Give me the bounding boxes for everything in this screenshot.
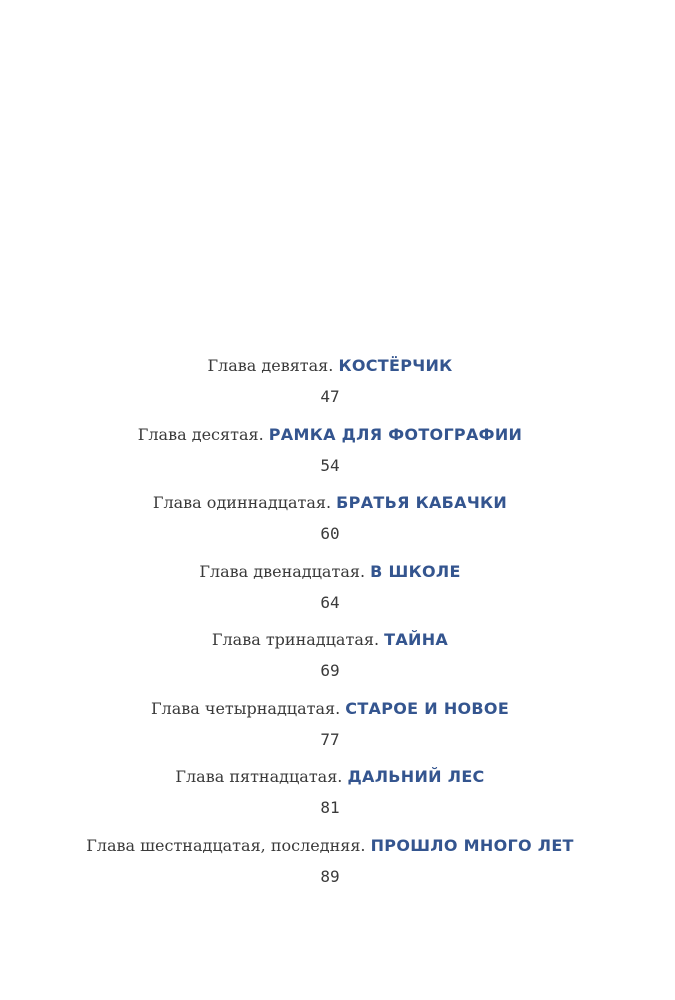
toc-entry-heading — [0, 693, 660, 725]
toc-entry[interactable] — [0, 350, 660, 419]
chapter-prefix: Глава девятая. — [207, 356, 334, 375]
chapter-prefix: Глава шестнадцатая, последняя. — [86, 835, 366, 855]
chapter-prefix: Глава двенадцатая. — [199, 561, 366, 581]
toc-entry-heading — [0, 830, 660, 862]
chapter-title: ПРОШЛО МНОГО ЛЕТ — [370, 835, 574, 855]
toc-entry[interactable] — [0, 624, 660, 693]
page-number: 81 — [320, 798, 340, 817]
toc-entry-heading — [0, 624, 660, 656]
page-number: 64 — [320, 592, 340, 612]
chapter-prefix: Глава одиннадцатая. — [152, 493, 332, 512]
toc-entry[interactable] — [0, 419, 660, 488]
table-of-contents — [0, 350, 660, 898]
page-number: 69 — [320, 661, 340, 680]
toc-entry[interactable] — [0, 487, 660, 556]
toc-entry[interactable] — [0, 761, 660, 830]
toc-entry-heading — [0, 487, 660, 519]
chapter-prefix: Глава тринадцатая. — [211, 630, 380, 649]
page-number: 54 — [320, 455, 340, 475]
toc-entry-heading — [0, 350, 660, 382]
page-number: 47 — [320, 387, 340, 406]
chapter-prefix: Глава десятая. — [137, 424, 264, 444]
toc-entry[interactable] — [0, 693, 660, 762]
page-number: 89 — [320, 866, 340, 886]
toc-entry[interactable] — [0, 830, 660, 899]
toc-entry-heading — [0, 556, 660, 588]
chapter-prefix: Глава пятнадцатая. — [175, 767, 343, 786]
toc-entry-heading — [0, 761, 660, 793]
chapter-title: КОСТЁРЧИК — [338, 356, 453, 375]
chapter-prefix: Глава четырнадцатая. — [150, 698, 341, 718]
chapter-title: СТАРОЕ И НОВОЕ — [345, 698, 510, 718]
chapter-title: ДАЛЬНИЙ ЛЕС — [347, 767, 485, 786]
chapter-title: ТАЙНА — [384, 630, 449, 649]
page-number: 77 — [320, 729, 340, 749]
chapter-title: РАМКА ДЛЯ ФОТОГРАФИИ — [268, 424, 523, 444]
toc-entry-heading — [0, 419, 660, 451]
chapter-title: БРАТЬЯ КАБАЧКИ — [336, 493, 508, 512]
page-number: 60 — [320, 524, 340, 543]
toc-entry[interactable] — [0, 556, 660, 625]
chapter-title: В ШКОЛЕ — [370, 561, 461, 581]
